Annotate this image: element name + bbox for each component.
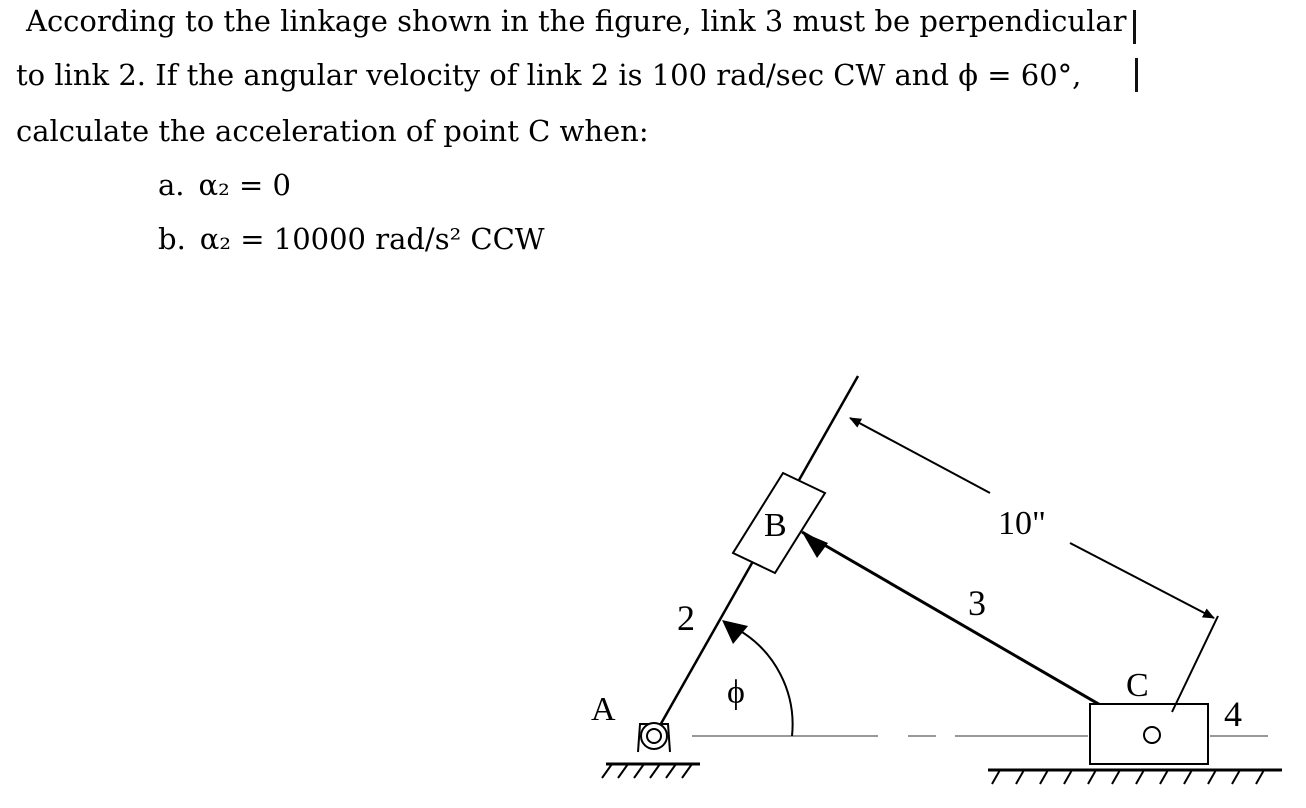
label-link-3: 3 [968, 583, 986, 623]
pin-C [1144, 727, 1160, 743]
ground-slider [988, 770, 1282, 784]
problem-line-2: to link 2. If the angular velocity of link 2 is 100 rad/sec CW and ϕ = 60°, [16, 58, 1082, 92]
part-a-text: α₂ = 0 [198, 168, 291, 202]
dimension-extension-C [1172, 616, 1218, 712]
label-dimension: 10" [998, 505, 1046, 542]
label-link-2: 2 [677, 598, 695, 638]
link-3-end-arrow [802, 532, 828, 558]
dimension-arrow-upper [850, 418, 990, 493]
part-a-label: a. [158, 168, 185, 202]
label-A: A [591, 691, 616, 728]
label-link-4: 4 [1224, 694, 1242, 734]
part-b-text: α₂ = 10000 rad/s² CCW [199, 222, 545, 256]
dimension-arrow-lower [1070, 543, 1214, 618]
label-B: B [764, 507, 787, 544]
angle-arrowhead [722, 620, 748, 644]
problem-line-3: calculate the acceleration of point C when: [16, 114, 649, 148]
label-C: C [1126, 667, 1149, 704]
pin-A-inner [647, 729, 661, 743]
part-b-label: b. [158, 222, 186, 256]
label-phi: ϕ [727, 674, 745, 711]
problem-line-1: According to the linkage shown in the figure, link 3 must be perpendicular [26, 4, 1127, 38]
angle-arc [737, 629, 793, 736]
